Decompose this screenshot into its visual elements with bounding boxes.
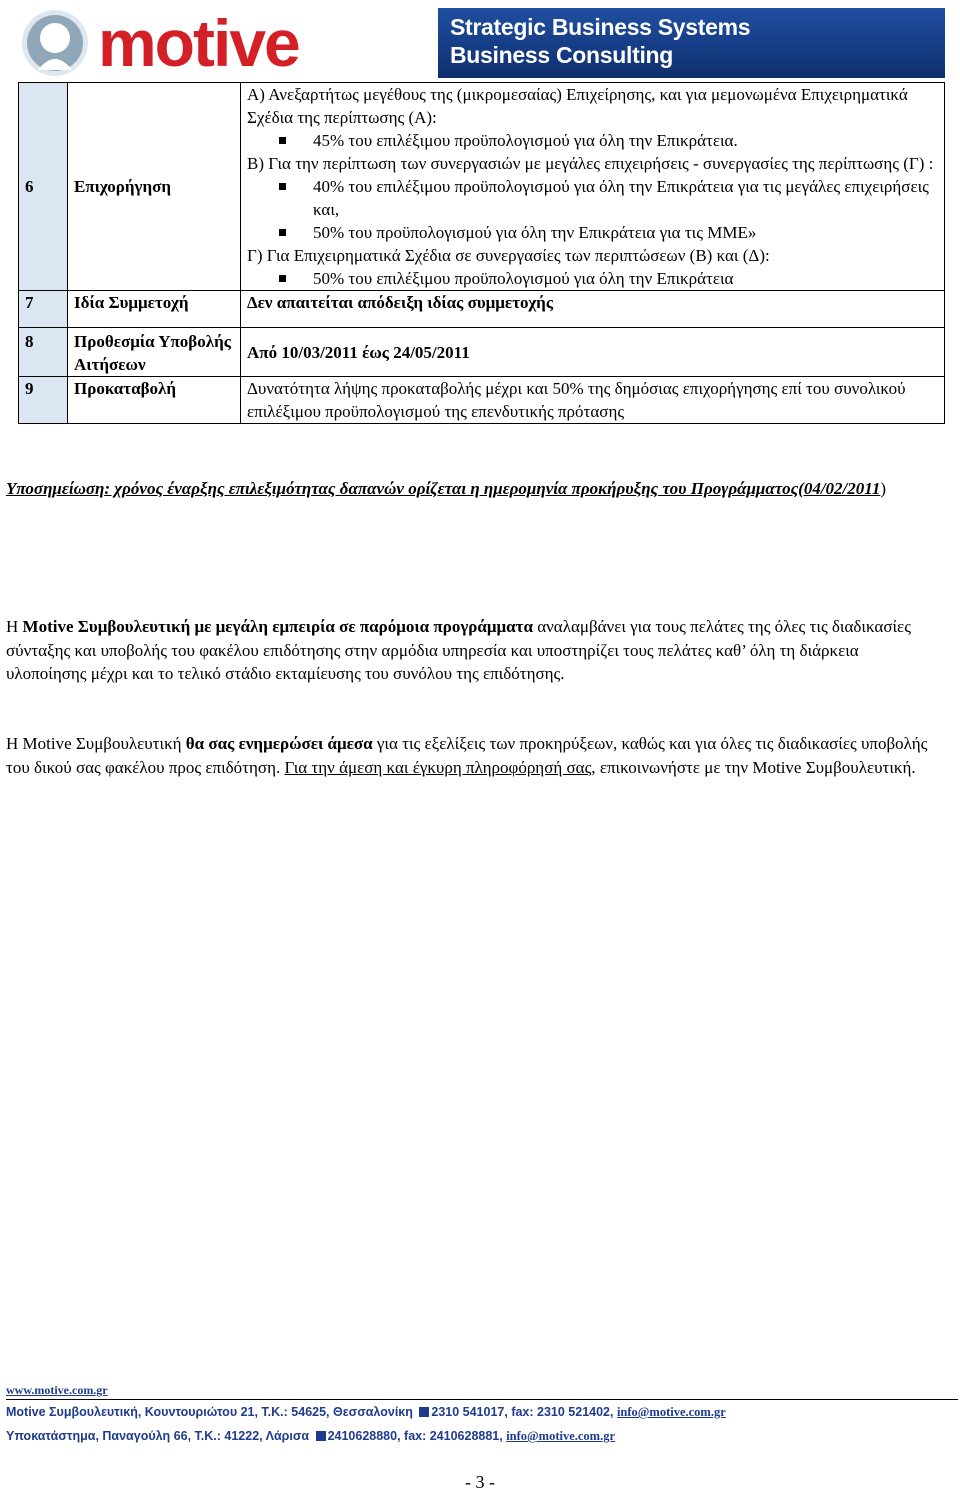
row-value: Δυνατότητα λήψης προκαταβολής μέχρι και 50% της δημόσιας επιχορήγησης επί του συνολικού επιλέξιμου προϋπολογισμού της επενδυτικής πρότασης (241, 377, 945, 424)
table-row (19, 328, 945, 377)
emphasis-text: Motive Συμβουλευτική με μεγάλη εμπειρία σε παρόμοια προγράμματα (22, 617, 533, 636)
list-item: 50% του προϋπολογισμού για όλη την Επικράτεια για τις ΜΜΕ» (313, 221, 938, 244)
text-run: επικοινωνήστε με την Motive Συμβουλευτική. (595, 757, 916, 777)
case-c-list (247, 267, 938, 290)
row-label: Προκαταβολή (68, 377, 241, 424)
table-row (19, 377, 945, 424)
contact-paragraph (6, 732, 936, 779)
row-label: Επιχορήγηση (68, 83, 241, 291)
case-a-list (247, 129, 938, 152)
tagline-consulting: Business Consulting (450, 42, 674, 68)
logo-wordmark: motive (98, 8, 299, 78)
phone-icon (316, 1431, 326, 1441)
footnote-text: : χρόνος έναρξης επιλεξιμότητας δαπανών ορίζεται η ημερομηνία προκήρυξης του Προγράμματος(04/02/2011 (104, 479, 881, 498)
row-value (241, 83, 945, 291)
tagline-strategic: Strategic Business Systems (450, 14, 751, 40)
case-b-text: Β) Για την περίπτωση των συνεργασιών με μεγάλες επιχειρήσεις - συνεργασίες της περίπτωσης (Γ) : (247, 154, 934, 173)
underlined-text: Για την άμεση και έγκυρη πληροφόρησή σας, (284, 757, 596, 777)
tagline-panel (438, 8, 945, 78)
row-number: 7 (19, 291, 68, 328)
case-a-text: Α) Ανεξαρτήτως μεγέθους της (μικρομεσαίας) Επιχείρησης, και για μεμονωμένα Επιχειρηματικά Σχέδια της περίπτωσης (Α): (247, 85, 908, 127)
page-number: - 3 - (465, 1472, 495, 1492)
address-text: Motive Συμβουλευτική, Κουντουριώτου 21, Τ.Κ.: 54625, Θεσσαλονίκη (6, 1405, 417, 1419)
text-run: Η Motive Συμβουλευτική (6, 734, 186, 753)
footer-address-branch (6, 1429, 615, 1444)
text-run: αναλαμβάνει για τους πελάτες της όλες τις διαδικασίες σύνταξης και υποβολής του φακέλου επιδότησης στην αρμόδια υπηρεσία και υποστηρίζει τους πελάτες καθ’ όλη τη διάρκεια υλοποίησης μέχρι και το τελικό στάδιο εκταμίευσης του συνόλου της επιδότησης. (6, 617, 911, 683)
text-run: για τις εξελίξεις των προκηρύξεων, καθώς και για όλες τις διαδικασίες υποβολής του δικού σας φακέλου προς επιδότηση. (6, 734, 928, 777)
list-item: 50% του επιλέξιμου προϋπολογισμού για όλη την Επικράτεια (313, 267, 938, 290)
list-item: 45% του επιλέξιμου προϋπολογισμού για όλη την Επικράτεια. (313, 129, 938, 152)
footnote (6, 477, 906, 501)
motive-logo-icon (18, 8, 92, 78)
row-label: Ιδία Συμμετοχή (68, 291, 241, 328)
text-run: Η (6, 617, 23, 636)
case-b-list (247, 175, 938, 244)
row-value: Δεν απαιτείται απόδειξη ιδίας συμμετοχής (241, 291, 945, 328)
list-item: 40% του επιλέξιμου προϋπολογισμού για όλη την Επικράτεια για τις μεγάλες επιχειρήσεις και, (313, 175, 938, 221)
footer-divider (6, 1399, 958, 1400)
program-details-table (18, 82, 945, 424)
phone-icon (419, 1407, 429, 1417)
email-link[interactable]: info@motive.com.gr (616, 1405, 726, 1419)
footnote-close: ) (880, 479, 887, 498)
table-row (19, 83, 945, 291)
footnote-lead: Υποσημείωση (6, 479, 105, 498)
table-row (19, 291, 945, 328)
phone-text: 2310 541017, fax: 2310 521402, (431, 1405, 617, 1419)
row-value: Από 10/03/2011 έως 24/05/2011 (241, 328, 945, 377)
row-number: 8 (19, 328, 68, 377)
website-link[interactable]: www.motive.com.gr (6, 1383, 108, 1397)
address-text: Υποκατάστημα, Παναγούλη 66, Τ.Κ.: 41222, Λάρισα (6, 1429, 313, 1443)
row-number: 6 (19, 83, 68, 291)
email-link[interactable]: info@motive.com.gr (506, 1429, 616, 1443)
case-c-text: Γ) Για Επιχειρηματικά Σχέδια σε συνεργασίες των περιπτώσεων (Β) και (Δ): (247, 246, 770, 265)
header-banner (18, 8, 945, 78)
emphasis-text: θα σας ενημερώσει άμεσα (185, 734, 373, 753)
footer-address-main (6, 1405, 726, 1420)
row-label: Προθεσμία Υποβολής Αιτήσεων (68, 328, 241, 377)
row-number: 9 (19, 377, 68, 424)
services-paragraph (6, 615, 936, 686)
phone-text: 2410628880, fax: 2410628881, (327, 1429, 507, 1443)
